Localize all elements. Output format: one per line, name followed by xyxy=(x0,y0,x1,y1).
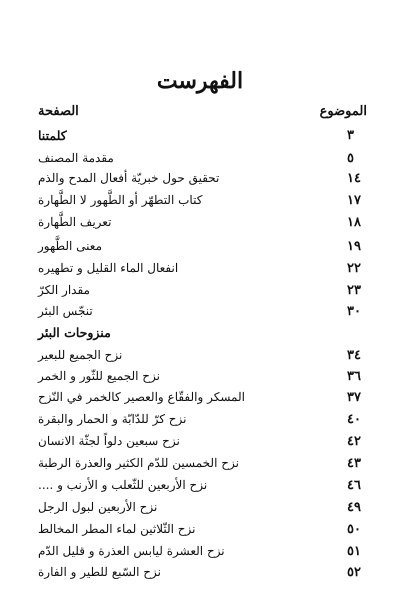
toc-entry-text: نزح السّبع للطير و الفارة xyxy=(38,565,161,579)
toc-entry-text: تعريف الطَّهارة xyxy=(38,215,112,229)
toc-entry-page: ١٤ xyxy=(347,170,361,186)
toc-entry-text: كتاب التطهّر أو الطَّهور لا الطَّهارة xyxy=(38,193,203,207)
toc-entry-page: ٣٤ xyxy=(347,347,361,363)
toc-entry-page: ٥٠ xyxy=(347,521,361,537)
toc-entry-page: ٣٧ xyxy=(347,389,361,405)
toc-entry xyxy=(38,409,367,429)
toc-entry-page: ١٨ xyxy=(347,214,361,230)
toc-entry xyxy=(38,366,367,386)
toc-entry xyxy=(38,258,367,278)
toc-entry xyxy=(38,431,367,451)
toc-entry-text: نزح الأربعين لبول الرجل xyxy=(38,500,158,514)
toc-entry-page: ٤٣ xyxy=(347,455,361,471)
toc-entry xyxy=(38,345,367,365)
toc-entry xyxy=(38,190,367,210)
toc-entry-page: ٤٢ xyxy=(347,433,361,449)
toc-entry-text: نزح سبعين دلواً لجثّة الانسان xyxy=(38,434,180,448)
toc-entry xyxy=(38,541,367,561)
toc-entry-page: ١٧ xyxy=(347,192,361,208)
toc-entry-text: نزح العشرة ليابس العذرة و قليل الدّم xyxy=(38,544,225,558)
toc-entry-text: انفعال الماء القليل و تطهيره xyxy=(38,261,179,275)
toc-entry xyxy=(38,280,367,300)
page-title: الفهرست xyxy=(156,68,244,94)
toc-entry-text: منزوحات البئر xyxy=(38,324,111,340)
toc-entry xyxy=(38,519,367,539)
toc-section-heading xyxy=(38,322,367,342)
toc-entry-text: معنى الطَّهور xyxy=(38,239,103,253)
toc-entry xyxy=(38,453,367,473)
toc-entry-page: ٢٢ xyxy=(347,260,361,276)
toc-entry xyxy=(38,168,367,188)
toc-entry-text: نزح الخمسين للدّم الكثير والعذرة الرطبة xyxy=(38,456,239,470)
toc-entry-page: ٤٩ xyxy=(347,499,361,515)
toc-entry-page: ٤٦ xyxy=(347,477,361,493)
toc-entry-text: نزح الأربعين للثّعلب و الأرنب و .... xyxy=(38,478,208,492)
toc-entry-text: نزح الثّلاثين لماء المطر المخالط xyxy=(38,522,196,536)
toc-entry-page: ٤٠ xyxy=(347,411,361,427)
toc-entry xyxy=(38,125,367,145)
toc-entry-page: ١٩ xyxy=(347,238,361,254)
toc-entry-page: ٣٦ xyxy=(347,368,361,384)
toc-entry xyxy=(38,236,367,256)
column-header-topic: الموضوع xyxy=(319,104,367,119)
toc-entry xyxy=(38,475,367,495)
toc-entry-page: ٣٠ xyxy=(347,303,361,319)
toc-entry-page: ٥٢ xyxy=(347,564,361,580)
toc-entry-text: كلمتنا xyxy=(38,127,67,143)
toc-entry-page: ٥١ xyxy=(347,543,361,559)
toc-entry-page: ٣ xyxy=(347,127,354,143)
toc-entry-text: مقدار الكرّ xyxy=(38,283,90,297)
toc-entry-text: مقدمة المصنف xyxy=(38,151,114,165)
toc-entry xyxy=(38,387,367,407)
toc-entry-page: ٢٣ xyxy=(347,282,361,298)
toc-entry-page: ٥ xyxy=(347,150,354,166)
toc-entry-text: تحقيق حول خبريّة أفعال المدح والذم xyxy=(38,171,220,185)
toc-entry xyxy=(38,562,367,582)
toc-entry-text: المسكر والفقّاع والعصير كالخمر في النّزح xyxy=(38,390,245,404)
toc-entry-text: نزح الجميع للثّور و الخمر xyxy=(38,369,160,383)
toc-entry xyxy=(38,301,367,321)
toc-entry-text: نزح كرّ للدّابّة و الحمار والبقرة xyxy=(38,412,187,426)
toc-entry-text: نزح الجميع للبعير xyxy=(38,348,123,362)
toc-entry xyxy=(38,212,367,232)
toc-entry xyxy=(38,497,367,517)
toc-entry xyxy=(38,148,367,168)
toc-entry-text: تنجّس البئر xyxy=(38,304,93,318)
column-header-page: الصفحة xyxy=(38,104,79,119)
